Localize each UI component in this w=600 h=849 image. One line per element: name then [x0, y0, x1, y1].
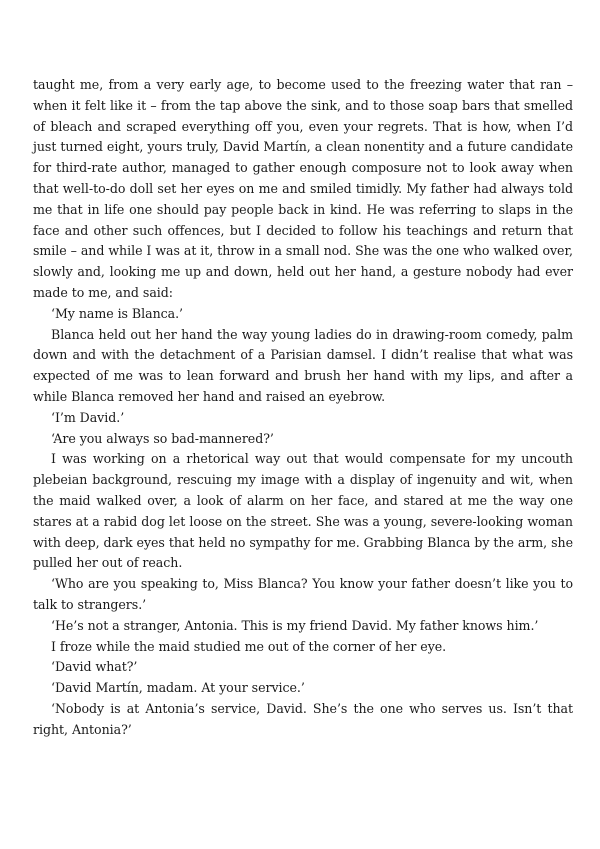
- paragraph: ‘My name is Blanca.’: [51, 305, 183, 321]
- paragraph: ‘He’s not a stranger, Antonia. This is my friend David. My father knows him.’: [51, 617, 539, 633]
- paragraph: Blanca held out her hand the way young ladies do in drawing-room comedy, palm down and with the detachment of a Parisian damsel. I didn’t realise that what was expected of me was to lean forward and brush her hand with my lips, and after a while Blanca removed her hand and raised an eyebrow.: [33, 326, 573, 404]
- paragraph: ‘I’m David.’: [51, 409, 125, 425]
- paragraph: I was working on a rhetorical way out that would compensate for my uncouth plebeian background, rescuing my image with a display of ingenuity and wit, when the maid walked over, a look of alarm on her face, and stared at me the way one stares at a rabid dog let loose on the street. She was a young, severe-looking woman with deep, dark eyes that held no sympathy for me. Grabbing Blanca by the arm, she pulled her out of reach.: [33, 451, 573, 571]
- paragraph: ‘Are you always so bad-mannered?’: [51, 430, 274, 446]
- paragraph: ‘Who are you speaking to, Miss Blanca? You know your father doesn’t like you to talk to strangers.’: [33, 576, 573, 612]
- paragraph: I froze while the maid studied me out of the corner of her eye.: [51, 638, 447, 654]
- paragraph: ‘David what?’: [51, 659, 138, 675]
- paragraph: ‘Nobody is at Antonia’s service, David. She’s the one who serves us. Isn’t that right, Antonia?’: [33, 700, 573, 737]
- paragraph: taught me, from a very early age, to become used to the freezing water that ran – when it felt like it – from the tap above the sink, and to those soap bars that smelled of bleach and scraped everything off you, even your regrets. That is how, when I’d just turned eight, yours truly, David Martín, a clean nonentity and a future candidate for third-rate author, managed to gather enough composure not to look away when that well-to-do doll set her eyes on me and smiled timidly. My father had always told me that in life one should pay people back in kind. He was referring to slaps in the face and other such offences, but I decided to follow his teachings and return that smile – and while I was at it, throw in a small nod. She was the one who walked over, slowly and, looking me up and down, held out her hand, a gesture nobody had ever made to me, and said:: [33, 77, 573, 300]
- paragraph: ‘David Martín, madam. At your service.’: [51, 680, 305, 696]
- book-page-body: [33, 75, 573, 741]
